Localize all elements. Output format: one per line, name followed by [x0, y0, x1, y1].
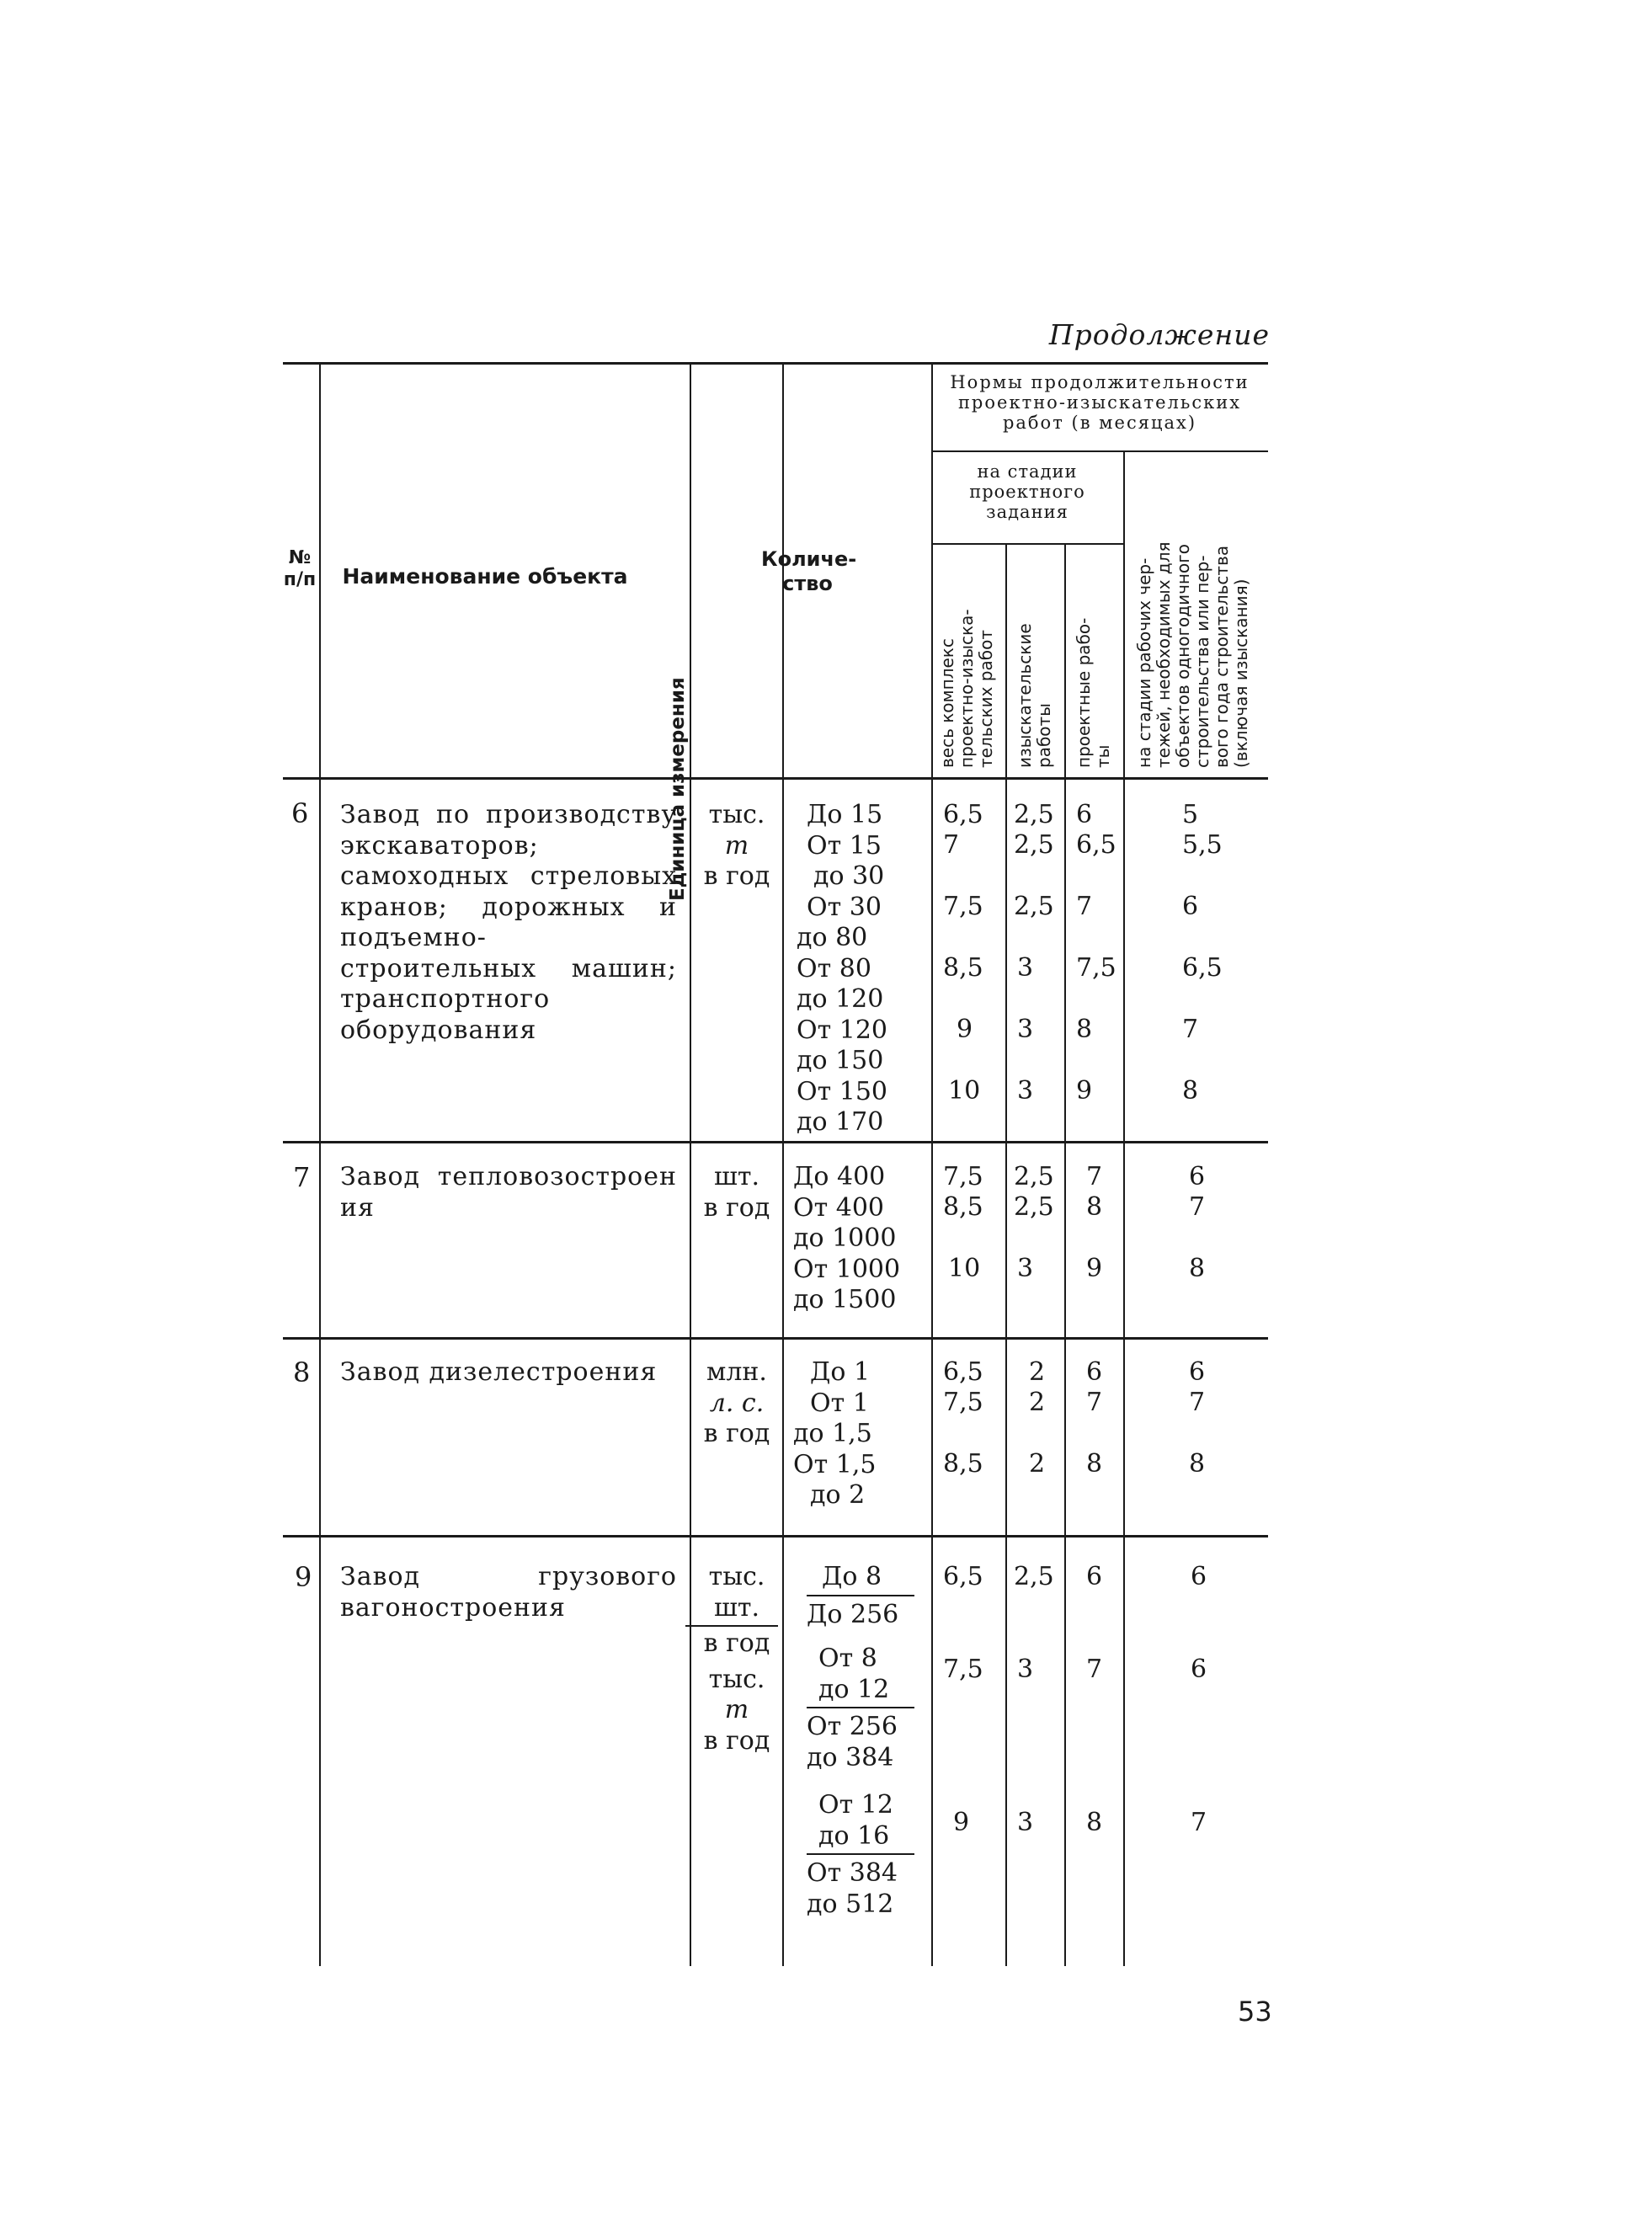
row6-c3-2: 7 [1076, 892, 1093, 921]
row6-c4-1: 5,5 [1182, 830, 1223, 860]
row7-qty [793, 1162, 900, 1316]
row8-c3-1: 7 [1086, 1388, 1103, 1417]
row6-c3-1: 6,5 [1076, 830, 1116, 860]
rule-row8-bottom [283, 1535, 1268, 1538]
row7-c2-2: 3 [1017, 1254, 1034, 1283]
norms-table [283, 362, 1268, 1966]
rule-under-stage [931, 543, 1123, 545]
row8-c1-0: 6,5 [943, 1357, 983, 1387]
row8-unit-0: млн. [706, 1357, 767, 1387]
row6-c3-5: 9 [1076, 1076, 1093, 1106]
header-stage-project: на стадии проектного задания [969, 461, 1085, 522]
row9-qty-9: до 512 [807, 1889, 894, 1919]
row6-c4-2: 6 [1182, 892, 1199, 921]
row6-c4-4: 7 [1182, 1015, 1199, 1044]
rule-top [283, 362, 1268, 365]
row6-c3-4: 8 [1076, 1015, 1093, 1044]
rule-row6-bottom [283, 1141, 1268, 1143]
header-unit: Единица измерения [667, 677, 689, 901]
row7-c4-1: 7 [1189, 1192, 1206, 1222]
row8-num: 8 [293, 1356, 311, 1388]
row7-qty-4: до 1500 [793, 1285, 897, 1314]
header-col-working: на стадии рабочих чер- тежей, необходимых для объектов одногодичного строительства или пер- вого года строительства (включая изыскания) [1134, 541, 1251, 768]
header-norms: Нормы продолжительности проектно-изыскательских работ (в месяцах) [950, 372, 1250, 433]
row9-c3-2: 8 [1086, 1808, 1103, 1837]
row9-qty-8: От 384 [807, 1858, 898, 1888]
row6-c1-2: 7,5 [943, 892, 983, 921]
row7-unit-1: в год [703, 1192, 770, 1223]
row7-qty-2: до 1000 [793, 1223, 897, 1253]
row7-qty-0: До 400 [793, 1162, 886, 1191]
row9-c1-1: 7,5 [943, 1655, 983, 1684]
row8-qty-3: От 1,5 [793, 1449, 877, 1479]
row6-c3-3: 7,5 [1076, 953, 1116, 983]
header-qty: Количе- ство [761, 547, 857, 595]
row6-c4-0: 5 [1182, 800, 1199, 829]
row8-c2-0: 2 [1029, 1357, 1046, 1387]
header-col-survey: изыскательские работы [1015, 623, 1054, 768]
row8-c4-2: 8 [1189, 1449, 1206, 1479]
row8-c1-1: 7,5 [943, 1388, 983, 1417]
vrule-name [690, 362, 691, 1966]
row9-c2-2: 3 [1017, 1808, 1034, 1837]
row9-c3-1: 7 [1086, 1655, 1103, 1684]
row6-c4-5: 8 [1182, 1076, 1199, 1106]
row7-c3-0: 7 [1086, 1162, 1103, 1191]
vrule-c3 [1123, 450, 1125, 1966]
row6-c1-0: 6,5 [943, 800, 983, 829]
row7-name: Завод тепловозостроения [340, 1162, 677, 1223]
vrule-num [319, 362, 321, 1966]
row9-c4-0: 6 [1191, 1562, 1207, 1591]
row6-unit-1: т [724, 830, 749, 861]
row6-qty-2: до 30 [813, 861, 885, 891]
vrule-qty [931, 362, 933, 1966]
row8-c4-0: 6 [1189, 1357, 1206, 1387]
row9-qty-2: От 8 [818, 1644, 877, 1673]
row6-qty [797, 800, 887, 1138]
row6-c2-1: 2,5 [1014, 830, 1054, 860]
row8-name: Завод дизелестроения [340, 1357, 658, 1387]
row6-c3-0: 6 [1076, 800, 1093, 829]
row8-qty [793, 1357, 876, 1511]
row7-c1-0: 7,5 [943, 1162, 983, 1191]
row6-c4-3: 6,5 [1182, 953, 1223, 983]
row9-unit-divider [685, 1625, 778, 1627]
vrule-c2 [1064, 543, 1066, 1966]
row8-c2-2: 2 [1029, 1449, 1046, 1479]
row8-c1-2: 8,5 [943, 1449, 983, 1479]
row6-c2-5: 3 [1017, 1076, 1034, 1106]
row8-qty-1: От 1 [810, 1388, 869, 1418]
row9-unit-2: в год [703, 1628, 770, 1658]
row6-qty-1: От 15 [807, 830, 882, 861]
row9-qty-divider-0 [807, 1595, 914, 1596]
row9-qty-0: До 8 [822, 1562, 882, 1591]
row8-c3-0: 6 [1086, 1357, 1103, 1387]
row6-unit-2: в год [703, 861, 770, 891]
row7-qty-1: От 400 [793, 1192, 884, 1223]
row7-unit [692, 1162, 781, 1223]
row9-num: 9 [295, 1561, 312, 1593]
row6-qty-3: От 30 [807, 892, 882, 922]
row6-qty-4: до 80 [797, 923, 868, 952]
row7-qty-3: От 1000 [793, 1254, 901, 1284]
row8-qty-2: до 1,5 [793, 1419, 872, 1448]
row9-c4-1: 6 [1191, 1655, 1207, 1684]
row7-c3-1: 8 [1086, 1192, 1103, 1222]
row6-c2-4: 3 [1017, 1015, 1034, 1044]
header-name: Наименование объекта [342, 564, 628, 589]
vrule-unit [782, 362, 784, 1966]
row9-unit-5: в год [703, 1725, 770, 1756]
row6-num: 6 [291, 797, 309, 829]
header-col-total: весь комплекс проектно-изыска- тельских работ [937, 609, 996, 768]
row6-unit-0: тыс. [708, 800, 765, 829]
row7-c4-2: 8 [1189, 1254, 1206, 1283]
row9-qty-1: До 256 [807, 1599, 899, 1629]
continuation-label: Продолжение [1048, 318, 1270, 351]
row8-unit-1: л. с. [709, 1388, 765, 1418]
row9-qty-5: до 384 [807, 1742, 894, 1772]
row6-qty-0: До 15 [807, 800, 883, 829]
row6-c1-4: 9 [957, 1015, 973, 1044]
vrule-c1 [1005, 543, 1007, 1966]
row6-qty-9: От 150 [797, 1076, 887, 1106]
row8-unit [692, 1357, 781, 1450]
row9-c1-2: 9 [953, 1808, 970, 1837]
row9-qty-4: От 256 [807, 1712, 898, 1741]
row6-c2-0: 2,5 [1014, 800, 1054, 829]
row9-qty-divider-2 [807, 1853, 914, 1855]
row6-c1-3: 8,5 [943, 953, 983, 983]
row9-qty-6: От 12 [818, 1790, 893, 1820]
row9-c2-0: 2,5 [1014, 1562, 1054, 1591]
rule-row7-bottom [283, 1337, 1268, 1340]
row6-qty-6: до 120 [797, 984, 884, 1014]
row9-c1-0: 6,5 [943, 1562, 983, 1591]
row6-qty-10: до 170 [797, 1107, 884, 1137]
row9-c2-1: 3 [1017, 1655, 1034, 1684]
row6-c2-2: 2,5 [1014, 892, 1054, 921]
row9-c3-0: 6 [1086, 1562, 1103, 1591]
row9-qty-divider-1 [807, 1707, 914, 1708]
row6-c1-5: 10 [948, 1076, 981, 1106]
row9-unit [692, 1562, 781, 1756]
row8-c4-1: 7 [1189, 1388, 1206, 1417]
row6-c2-3: 3 [1017, 953, 1034, 983]
row7-c2-1: 2,5 [1014, 1192, 1054, 1222]
row8-qty-4: до 2 [810, 1480, 866, 1510]
row7-c4-0: 6 [1189, 1162, 1206, 1191]
row6-name: Завод по производству экскаваторов; самоходных стреловых кранов; дорожных и подъемно-строительных машин; транспортного оборудования [340, 800, 677, 1045]
rule-under-norms [931, 450, 1268, 452]
row7-num: 7 [293, 1161, 311, 1193]
row7-c2-0: 2,5 [1014, 1162, 1054, 1191]
rule-header-bottom [283, 777, 1268, 780]
row9-unit-4: т [724, 1695, 749, 1724]
row6-qty-7: От 120 [797, 1015, 887, 1045]
row7-unit-0: шт. [713, 1162, 760, 1191]
row9-name: Завод грузового вагоностроения [340, 1562, 677, 1623]
row9-unit-0: тыс. [708, 1562, 765, 1591]
row8-qty-0: До 1 [810, 1357, 871, 1387]
row9-qty [807, 1562, 914, 1920]
header-num: № п/п [283, 547, 317, 590]
row8-c3-2: 8 [1086, 1449, 1103, 1479]
row8-c2-1: 2 [1029, 1388, 1046, 1417]
row9-qty-7: до 16 [818, 1820, 890, 1851]
row9-unit-1: шт. [713, 1592, 760, 1623]
row9-c4-2: 7 [1191, 1808, 1207, 1837]
row7-c1-1: 8,5 [943, 1192, 983, 1222]
row6-qty-8: до 150 [797, 1046, 884, 1075]
row8-unit-2: в год [703, 1419, 770, 1448]
page-number: 53 [1238, 1996, 1272, 2028]
row7-c3-2: 9 [1086, 1254, 1103, 1283]
row6-qty-5: От 80 [797, 953, 871, 983]
row6-unit [692, 800, 781, 893]
row7-c1-2: 10 [948, 1254, 981, 1283]
row9-unit-3: тыс. [708, 1664, 765, 1694]
header-col-design: проектные рабо- ты [1074, 617, 1113, 768]
row6-c1-1: 7 [943, 830, 960, 860]
row9-qty-3: до 12 [818, 1674, 890, 1704]
